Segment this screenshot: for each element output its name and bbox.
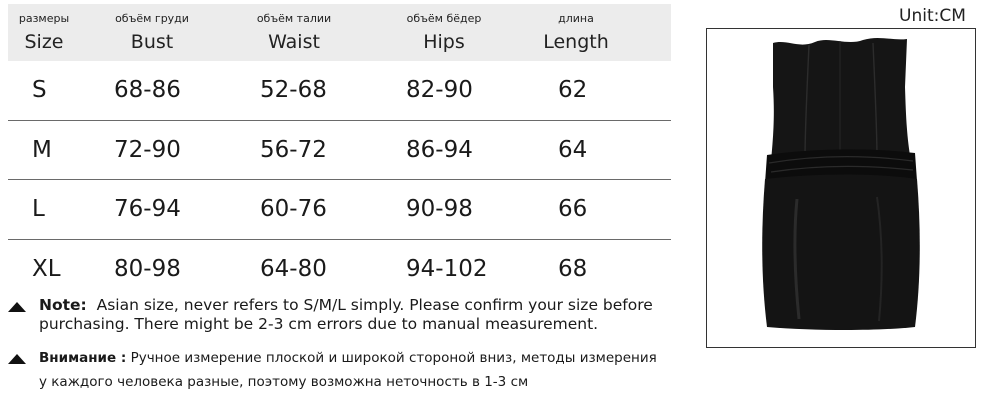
triangle-up-icon bbox=[8, 354, 26, 364]
header-hips bbox=[372, 4, 516, 61]
table-row bbox=[8, 180, 671, 240]
header-hips-en: Hips bbox=[423, 31, 465, 53]
hips-cell: 82-90 bbox=[406, 77, 473, 103]
note-ru-label: Внимание : bbox=[39, 350, 127, 366]
header-hips-ru: объём бёдер bbox=[406, 12, 482, 25]
length-cell: 62 bbox=[558, 77, 588, 103]
header-waist-ru: объём талии bbox=[256, 12, 332, 25]
header-length-en: Length bbox=[543, 31, 609, 53]
bust-cell: 80-98 bbox=[114, 255, 181, 282]
header-bust bbox=[80, 4, 224, 61]
header-bust-en: Bust bbox=[130, 31, 174, 53]
note-text-line2: purchasing. There might be 2-3 cm errors due to manual measurement. bbox=[39, 315, 599, 333]
length-cell: 66 bbox=[558, 196, 588, 222]
waist-cell: 64-80 bbox=[260, 255, 327, 282]
header-size bbox=[8, 4, 80, 61]
table-row bbox=[8, 61, 671, 121]
hips-cell: 86-94 bbox=[406, 136, 473, 163]
bust-cell: 76-94 bbox=[114, 196, 181, 222]
hips-cell: 90-98 bbox=[406, 196, 473, 222]
hips-cell: 94-102 bbox=[406, 255, 488, 282]
table-row bbox=[8, 121, 671, 181]
bust-cell: 68-86 bbox=[114, 77, 181, 103]
header-size-ru: размеры bbox=[18, 12, 70, 25]
length-cell: 64 bbox=[558, 136, 588, 163]
note-label: Note: bbox=[39, 296, 87, 314]
header-waist bbox=[222, 4, 366, 61]
header-length-ru: длина bbox=[558, 12, 594, 25]
waist-cell: 60-76 bbox=[260, 196, 327, 222]
bust-cell: 72-90 bbox=[114, 136, 181, 163]
product-image bbox=[706, 28, 976, 348]
length-cell: 68 bbox=[558, 255, 588, 282]
black-dress-illustration bbox=[707, 29, 975, 347]
note-ru-text-line1: Ручное измерение плоской и широкой стороной вниз, методы измерения bbox=[130, 350, 657, 366]
size-cell: M bbox=[32, 136, 52, 163]
header-bust-ru: объём груди bbox=[115, 12, 189, 25]
size-chart-table bbox=[8, 4, 671, 298]
header-length bbox=[519, 4, 633, 61]
size-cell: S bbox=[32, 77, 47, 103]
unit-label: Unit:CM bbox=[899, 6, 966, 26]
table-header bbox=[8, 4, 671, 61]
triangle-up-icon bbox=[8, 302, 26, 312]
size-cell: L bbox=[32, 196, 45, 222]
waist-cell: 56-72 bbox=[260, 136, 327, 163]
note-ru-text-line2: у каждого человека разные, поэтому возможна неточность в 1-3 см bbox=[39, 374, 529, 390]
table-row bbox=[8, 240, 671, 299]
waist-cell: 52-68 bbox=[260, 77, 327, 103]
size-cell: XL bbox=[32, 255, 61, 282]
header-waist-en: Waist bbox=[268, 31, 320, 53]
header-size-en: Size bbox=[24, 31, 64, 53]
note-text-line1: Asian size, never refers to S/M/L simply. Please confirm your size before bbox=[96, 296, 653, 314]
